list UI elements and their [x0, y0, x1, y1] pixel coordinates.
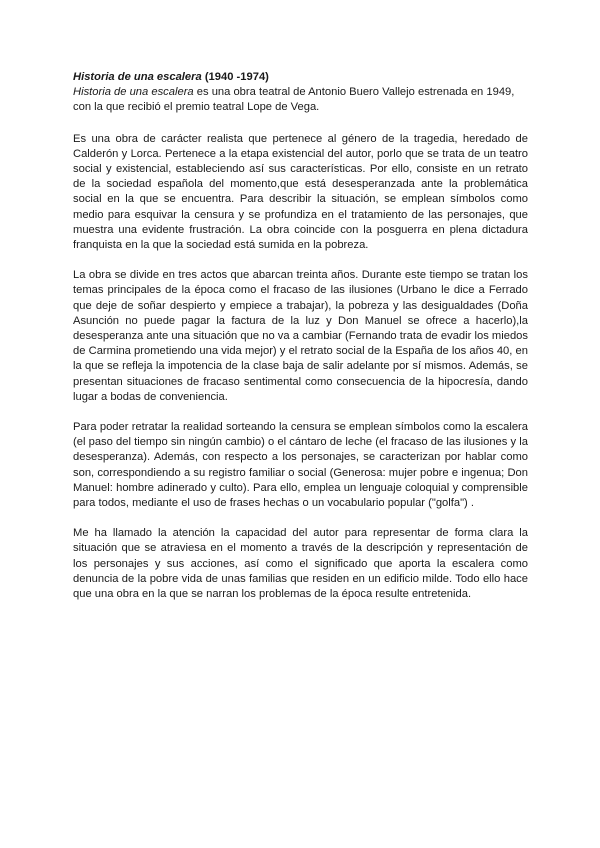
title-work-name: Historia de una escalera [73, 71, 202, 83]
paragraph-opinion: Me ha llamado la atención la capacidad del autor para representar de forma clara la situación que se atraviesa en el momento a través de la descripción y representación de los personajes y sus acciones, así como el significado que aporta la escalera como denuncia de la pobre vida de unas familias que residen en un edificio milde. Todo ello hace que una obra en la que se narran los problemas de la época resulte entretenida. [73, 527, 528, 601]
document-body [73, 70, 528, 602]
document-title [73, 70, 528, 85]
paragraph-structure: La obra se divide en tres actos que abarcan treinta años. Durante este tiempo se tratan los temas principales de la época como el fracaso de las ilusiones (Urbano le dice a Ferrado que deje de soñar despierto y empiece a trabajar), la pobreza y las desigualdades (Doña Asunción no puede pagar la factura de la luz y Don Manuel se ofrece a hacerlo),la desesperanza ante una situación que no va a cambiar (Fernando trata de evadir los miedos de Carmina prometiendo una vida mejor) y el retrato social de la España de los años 40, en la que se refleja la impotencia de la clase baja de salir adelante por sí mismos. Además, se presentan situaciones de fracaso sentimental como consecuencia de la hipocresía, dando lugar a bodas de conveniencia. [73, 269, 528, 403]
paragraph-context: Es una obra de carácter realista que pertenece al género de la tragedia, heredado de Calderón y Lorca. Pertenece a la etapa existencial del autor, porlo que se trata de un teatro social y existencial, estableciendo así sus características. Por ello, consiste en un retrato de la sociedad española del momento,que está desesperanzada ante la problemática social en la que se encuentra. Para describir la situación, se emplean símbolos como medio para esquivar la censura y se profundiza en el tratamiento de las personajes, que muestra una evidente frustración. La obra coincide con la posguerra en plena dictadura franquista en la que la sociedad está sumida en la pobreza. [73, 132, 528, 252]
intro-paragraph [73, 85, 528, 115]
paragraph-symbols: Para poder retratar la realidad sorteando la censura se emplean símbolos como la escalera (el paso del tiempo sin ningún cambio) o el cántaro de leche (el fracaso de las ilusiones y la desesperanza). Además, con respecto a los personajes, se caracterizan por hablar como son, correspondiendo a su registro familiar o social (Generosa: mujer pobre e ingenua; Don Manuel: hombre adinerado y culto). Para ello, emplea un lenguaje coloquial y comprensible para todos, mediante el uso de frases hechas o un vocabulario popular ("golfa") . [73, 421, 528, 510]
title-years: (1940 -1974) [201, 71, 269, 83]
intro-text: es una obra teatral de Antonio Buero Vallejo estrenada en 1949, con la que recibió el premio teatral Lope de Vega. [73, 86, 515, 114]
intro-work-name: Historia de una escalera [73, 86, 194, 99]
